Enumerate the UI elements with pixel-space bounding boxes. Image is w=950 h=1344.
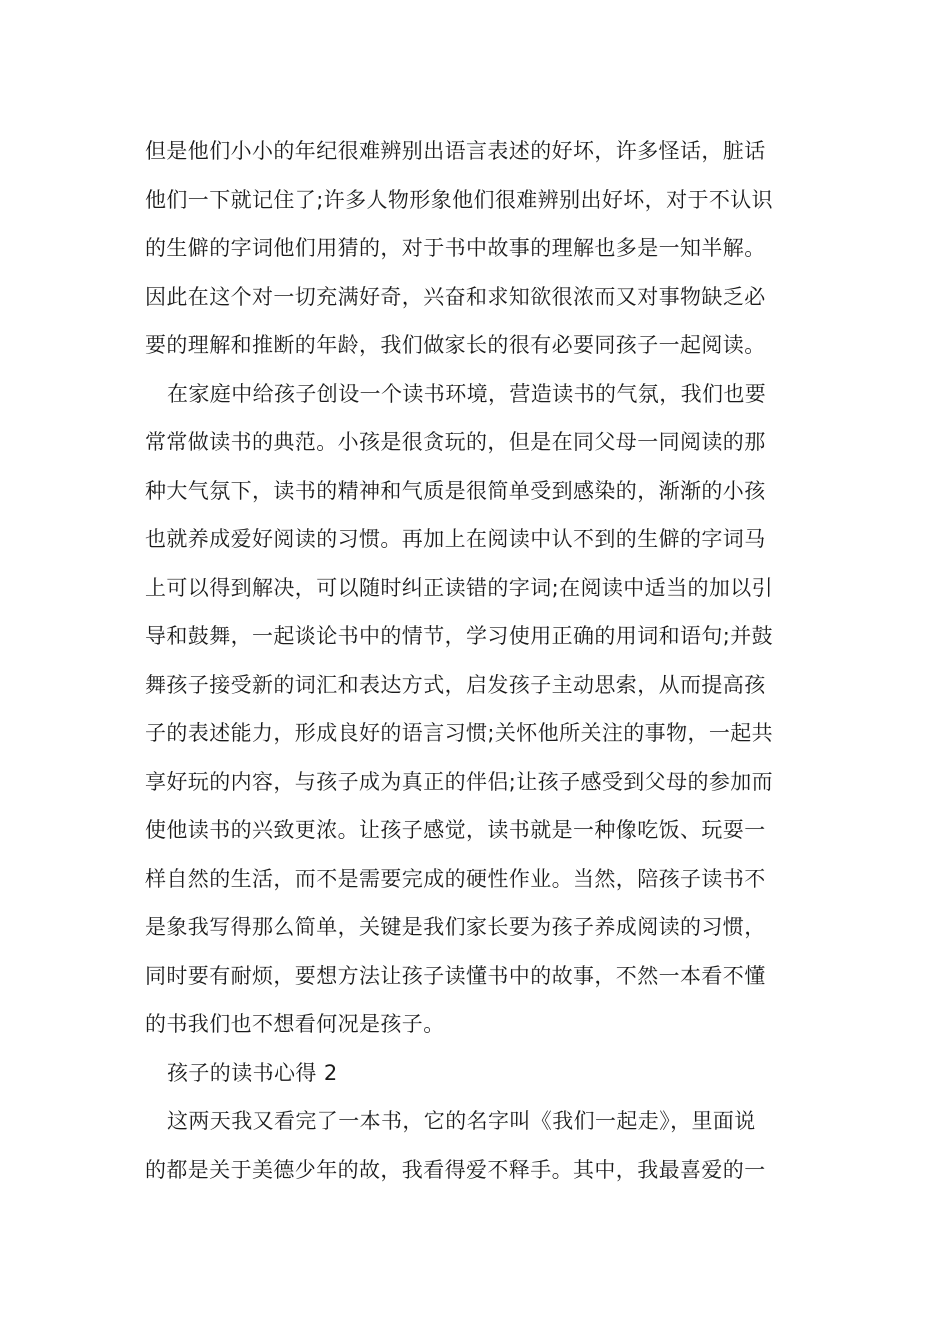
text-line: 是象我写得那么简单，关键是我们家长要为孩子养成阅读的习惯， — [145, 915, 766, 939]
text-line: 舞孩子接受新的词汇和表达方式，启发孩子主动思索，从而提高孩 — [145, 672, 766, 697]
text-line: 上可以得到解决，可以随时纠正读错的字词;在阅读中适当的加以引 — [145, 575, 774, 600]
text-line: 样自然的生活，而不是需要完成的硬性作业。当然，陪孩子读书不 — [145, 866, 766, 891]
text-line: 同时要有耐烦，要想方法让孩子读懂书中的故事，不然一本看不懂 — [145, 963, 766, 988]
text-line: 的都是关于美德少年的故，我看得爱不释手。其中，我最喜爱的一 — [145, 1157, 766, 1182]
paragraph-3 — [145, 1097, 810, 1194]
heading-line: 孩子的读书心得 2 — [167, 1060, 338, 1085]
text-line: 在家庭中给孩子创设一个读书环境，营造读书的气氛，我们也要 — [167, 381, 767, 406]
paragraph-2 — [145, 370, 810, 1049]
text-line: 因此在这个对一切充满好奇，兴奋和求知欲很浓而又对事物缺乏必 — [145, 284, 766, 309]
text-line: 这两天我又看完了一本书，它的名字叫《我们一起走》，里面说 — [167, 1109, 756, 1133]
paragraph-1 — [145, 127, 810, 370]
text-line: 子的表述能力，形成良好的语言习惯;关怀他所关注的事物，一起共 — [145, 721, 774, 745]
text-line: 的生僻的字词他们用猜的，对于书中故事的理解也多是一知半解。 — [145, 236, 766, 260]
text-line: 但是他们小小的年纪很难辨别出语言表述的好坏，许多怪话，脏话 — [145, 139, 766, 163]
text-line: 使他读书的兴致更浓。让孩子感觉，读书就是一种像吃饭、玩耍一 — [145, 818, 766, 842]
text-line: 享好玩的内容，与孩子成为真正的伴侣;让孩子感受到父母的参加而 — [145, 769, 774, 794]
text-line: 种大气氛下，读书的精神和气质是很简单受到感染的，渐渐的小孩 — [145, 478, 766, 503]
text-line: 常常做读书的典范。小孩是很贪玩的，但是在同父母一同阅读的那 — [145, 430, 766, 454]
section-heading — [145, 1049, 810, 1098]
document-body — [145, 127, 810, 1194]
text-line: 导和鼓舞，一起谈论书中的情节，学习使用正确的用词和语句;并鼓 — [145, 624, 774, 648]
text-line: 要的理解和推断的年龄，我们做家长的很有必要同孩子一起阅读。 — [145, 333, 766, 357]
text-line: 他们一下就记住了;许多人物形象他们很难辨别出好坏，对于不认识 — [145, 187, 774, 212]
text-line: 的书我们也不想看何况是孩子。 — [145, 1012, 445, 1036]
text-line: 也就养成爱好阅读的习惯。再加上在阅读中认不到的生僻的字词马 — [145, 527, 766, 551]
